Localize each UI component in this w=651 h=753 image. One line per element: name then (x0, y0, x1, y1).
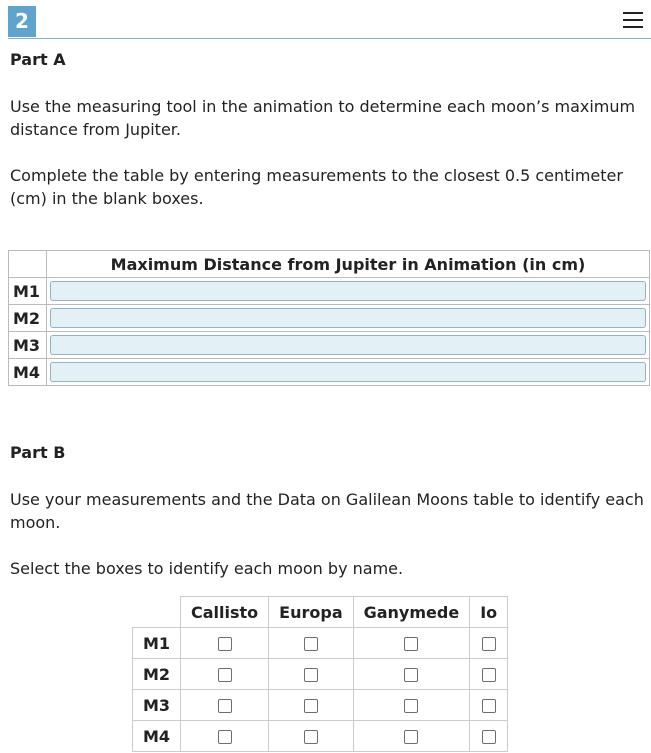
row-label-m1: M1 (9, 278, 47, 305)
checkbox-m4-io[interactable] (482, 730, 496, 744)
part-a-instruction-1: Use the measuring tool in the animation to determine each moon’s maximum distance from Jupiter. (10, 97, 636, 139)
distance-table (8, 250, 650, 386)
distance-input-m3[interactable] (50, 335, 646, 355)
row-label-m4: M4 (9, 359, 47, 386)
table-row (9, 278, 650, 305)
moon-identification-table (132, 596, 508, 752)
distance-input-m2[interactable] (50, 308, 646, 328)
part-b-instruction-2: Select the boxes to identify each moon by name. (10, 559, 404, 578)
column-header-ganymede: Ganymede (353, 597, 470, 628)
table-row (9, 332, 650, 359)
distance-input-m4[interactable] (50, 362, 646, 382)
checkbox-m2-callisto[interactable] (218, 668, 232, 682)
question-header (8, 6, 651, 39)
table-row (9, 305, 650, 332)
checkbox-m3-europa[interactable] (304, 699, 318, 713)
row-label-m3: M3 (133, 690, 181, 721)
row-label-m1: M1 (133, 628, 181, 659)
checkbox-m1-ganymede[interactable] (404, 637, 418, 651)
checkbox-m2-io[interactable] (482, 668, 496, 682)
distance-input-m1[interactable] (50, 281, 646, 301)
column-header-europa: Europa (269, 597, 353, 628)
part-a-title: Part A (10, 50, 66, 69)
checkbox-m4-ganymede[interactable] (404, 730, 418, 744)
hamburger-menu-icon[interactable] (623, 12, 643, 28)
checkbox-m3-ganymede[interactable] (404, 699, 418, 713)
part-a-instruction-2: Complete the table by entering measurements to the closest 0.5 centimeter (cm) in the blank boxes. (10, 166, 623, 208)
question-number-badge: 2 (8, 6, 36, 37)
checkbox-m2-ganymede[interactable] (404, 668, 418, 682)
checkbox-m2-europa[interactable] (304, 668, 318, 682)
checkbox-m3-io[interactable] (482, 699, 496, 713)
table-row (133, 659, 508, 690)
row-label-m3: M3 (9, 332, 47, 359)
checkbox-m3-callisto[interactable] (218, 699, 232, 713)
column-header-io: Io (470, 597, 508, 628)
table-row (133, 721, 508, 752)
checkbox-m1-callisto[interactable] (218, 637, 232, 651)
part-b-instruction-1: Use your measurements and the Data on Galilean Moons table to identify each moon. (10, 490, 644, 532)
row-label-m4: M4 (133, 721, 181, 752)
distance-table-header: Maximum Distance from Jupiter in Animation (in cm) (47, 251, 650, 278)
checkbox-m4-europa[interactable] (304, 730, 318, 744)
part-b-title: Part B (10, 443, 66, 462)
table-corner (133, 597, 181, 628)
checkbox-m4-callisto[interactable] (218, 730, 232, 744)
table-row (133, 690, 508, 721)
checkbox-m1-europa[interactable] (304, 637, 318, 651)
column-header-callisto: Callisto (181, 597, 269, 628)
table-row (133, 628, 508, 659)
table-corner (9, 251, 47, 278)
table-row (9, 359, 650, 386)
row-label-m2: M2 (9, 305, 47, 332)
checkbox-m1-io[interactable] (482, 637, 496, 651)
row-label-m2: M2 (133, 659, 181, 690)
